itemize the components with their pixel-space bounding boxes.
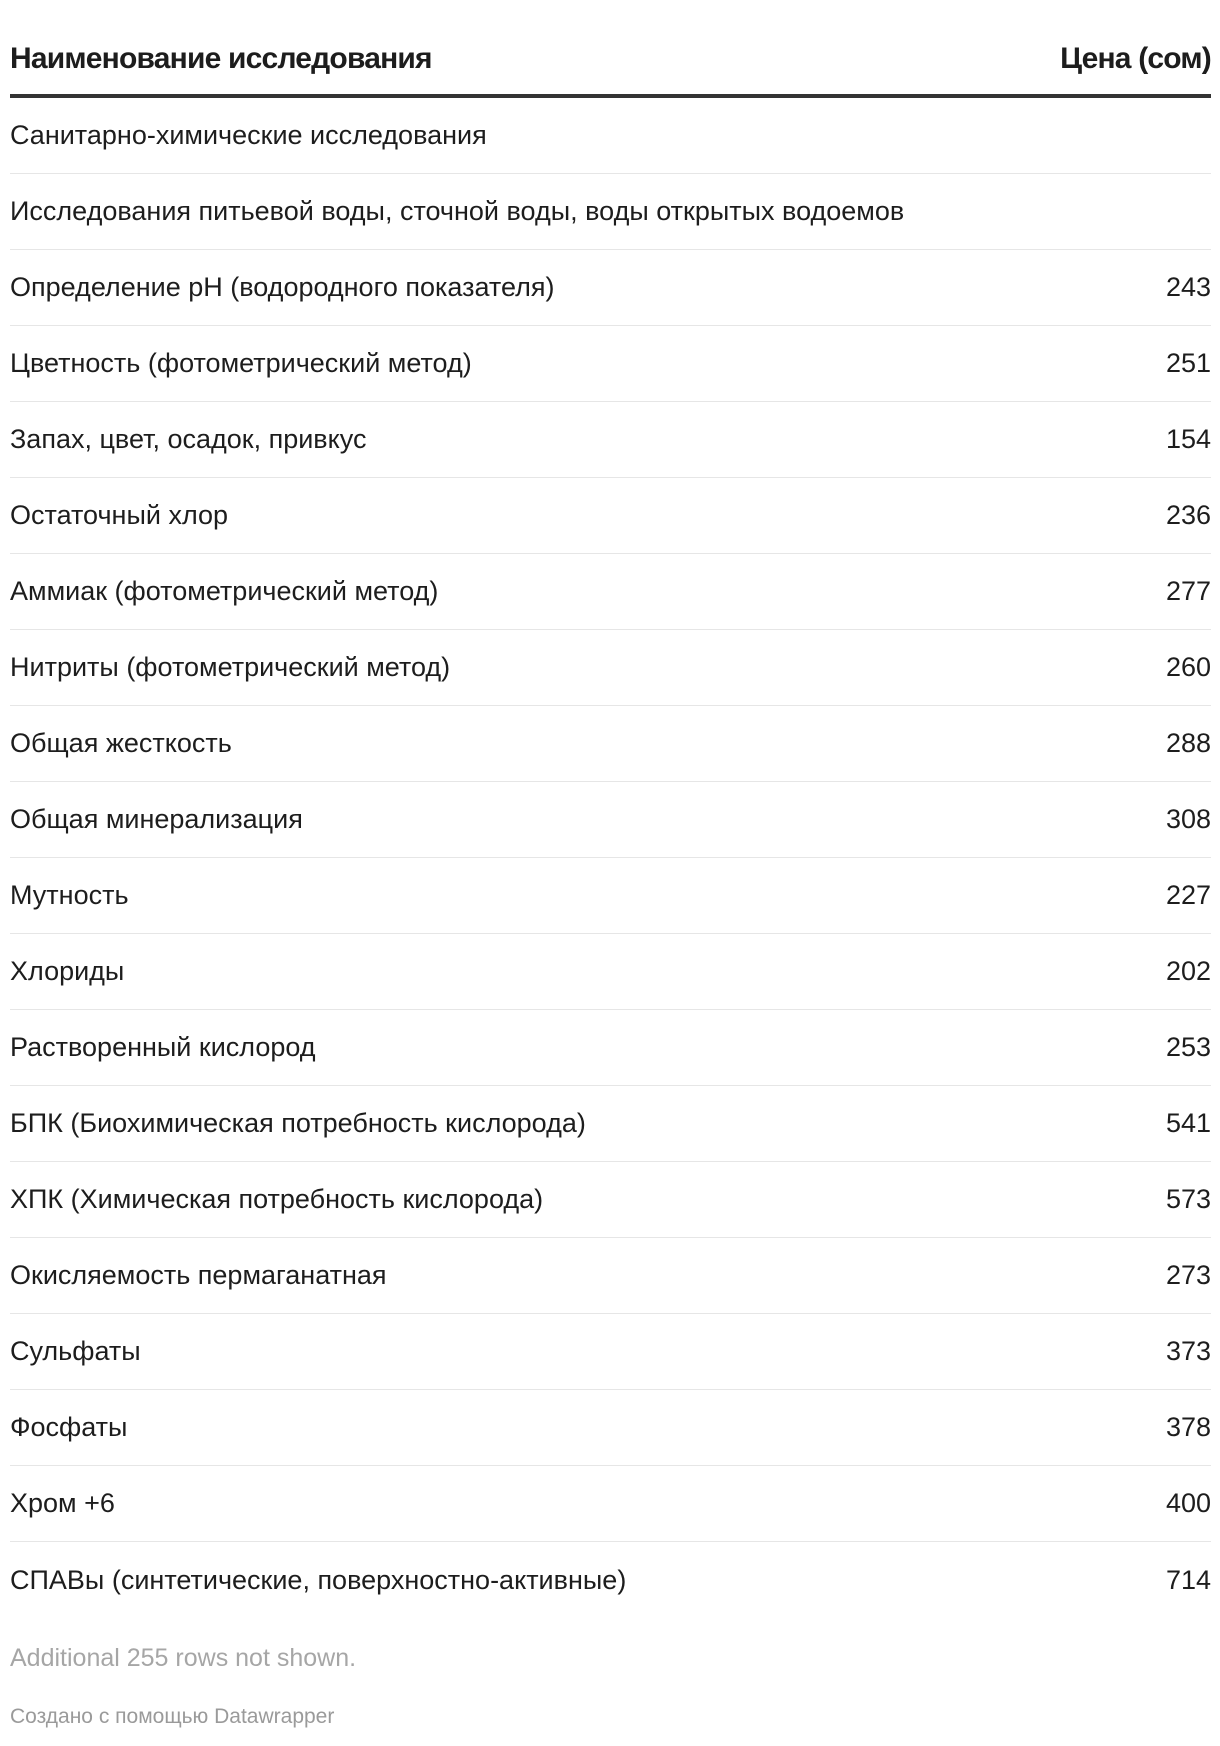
table-body xyxy=(10,98,1211,1618)
cell-price: 154 xyxy=(1165,424,1211,454)
cell-name: Окисляемость пермаганатная xyxy=(10,1260,387,1290)
cell-price: 273 xyxy=(1165,1260,1211,1290)
cell-name: Запах, цвет, осадок, привкус xyxy=(10,424,367,454)
cell-name: Исследования питьевой воды, сточной воды, воды открытых водоемов xyxy=(10,196,905,226)
table-header xyxy=(10,0,1211,98)
table-row xyxy=(10,1390,1211,1466)
cell-name: Санитарно-химические исследования xyxy=(10,120,487,150)
cell-price: 236 xyxy=(1165,500,1211,530)
cell-name: Общая жесткость xyxy=(10,728,232,758)
cell-name: Определение pH (водородного показателя) xyxy=(10,272,555,302)
cell-price: 288 xyxy=(1165,728,1211,758)
table-notes: Additional 255 rows not shown. xyxy=(10,1644,357,1672)
cell-name: Нитриты (фотометрический метод) xyxy=(10,652,451,682)
table-row xyxy=(10,402,1211,478)
cell-price: 714 xyxy=(1165,1564,1211,1595)
cell-price: 400 xyxy=(1165,1488,1211,1518)
table-row xyxy=(10,478,1211,554)
table-row xyxy=(10,554,1211,630)
cell-name: СПАВы (синтетические, поверхностно-активные) xyxy=(10,1564,627,1595)
cell-name: ХПК (Химическая потребность кислорода) xyxy=(10,1184,544,1214)
cell-price: 573 xyxy=(1165,1184,1211,1214)
table-row xyxy=(10,1314,1211,1390)
cell-name: Растворенный кислород xyxy=(10,1032,316,1062)
table-row xyxy=(10,326,1211,402)
cell-price: 243 xyxy=(1165,272,1211,302)
cell-price: 541 xyxy=(1165,1108,1211,1138)
cell-price: 227 xyxy=(1165,880,1211,910)
table-row xyxy=(10,1238,1211,1314)
column-header-name[interactable]: Наименование исследования xyxy=(10,42,432,75)
table-row xyxy=(10,1086,1211,1162)
cell-name: Сульфаты xyxy=(10,1336,141,1366)
table-row xyxy=(10,1542,1211,1618)
cell-name: Фосфаты xyxy=(10,1412,128,1442)
cell-name: Мутность xyxy=(10,880,129,910)
credit-footer[interactable]: Создано с помощью Datawrapper xyxy=(10,1705,335,1728)
table-row xyxy=(10,934,1211,1010)
cell-price: 251 xyxy=(1165,348,1211,378)
cell-name: Общая минерализация xyxy=(10,804,303,834)
cell-price: 202 xyxy=(1165,956,1211,986)
cell-price: 378 xyxy=(1165,1412,1211,1442)
table-row xyxy=(10,706,1211,782)
table-row xyxy=(10,782,1211,858)
cell-price: 253 xyxy=(1165,1032,1211,1062)
cell-price: 308 xyxy=(1165,804,1211,834)
cell-name: Остаточный хлор xyxy=(10,500,229,530)
table-row xyxy=(10,858,1211,934)
table-row xyxy=(10,1010,1211,1086)
cell-price: 373 xyxy=(1165,1336,1211,1366)
cell-price: 277 xyxy=(1165,576,1211,606)
table-row xyxy=(10,1466,1211,1542)
cell-name: Хлориды xyxy=(10,956,125,986)
price-table xyxy=(10,0,1211,1729)
table-row xyxy=(10,174,1211,250)
cell-name: Цветность (фотометрический метод) xyxy=(10,348,472,378)
table-row xyxy=(10,1162,1211,1238)
cell-name: БПК (Биохимическая потребность кислорода) xyxy=(10,1108,586,1138)
table-row xyxy=(10,250,1211,326)
cell-price: 260 xyxy=(1165,652,1211,682)
column-header-price[interactable]: Цена (сом) xyxy=(1060,42,1211,75)
cell-name: Аммиак (фотометрический метод) xyxy=(10,576,439,606)
table-row xyxy=(10,98,1211,174)
table-row xyxy=(10,630,1211,706)
cell-name: Хром +6 xyxy=(10,1488,115,1518)
